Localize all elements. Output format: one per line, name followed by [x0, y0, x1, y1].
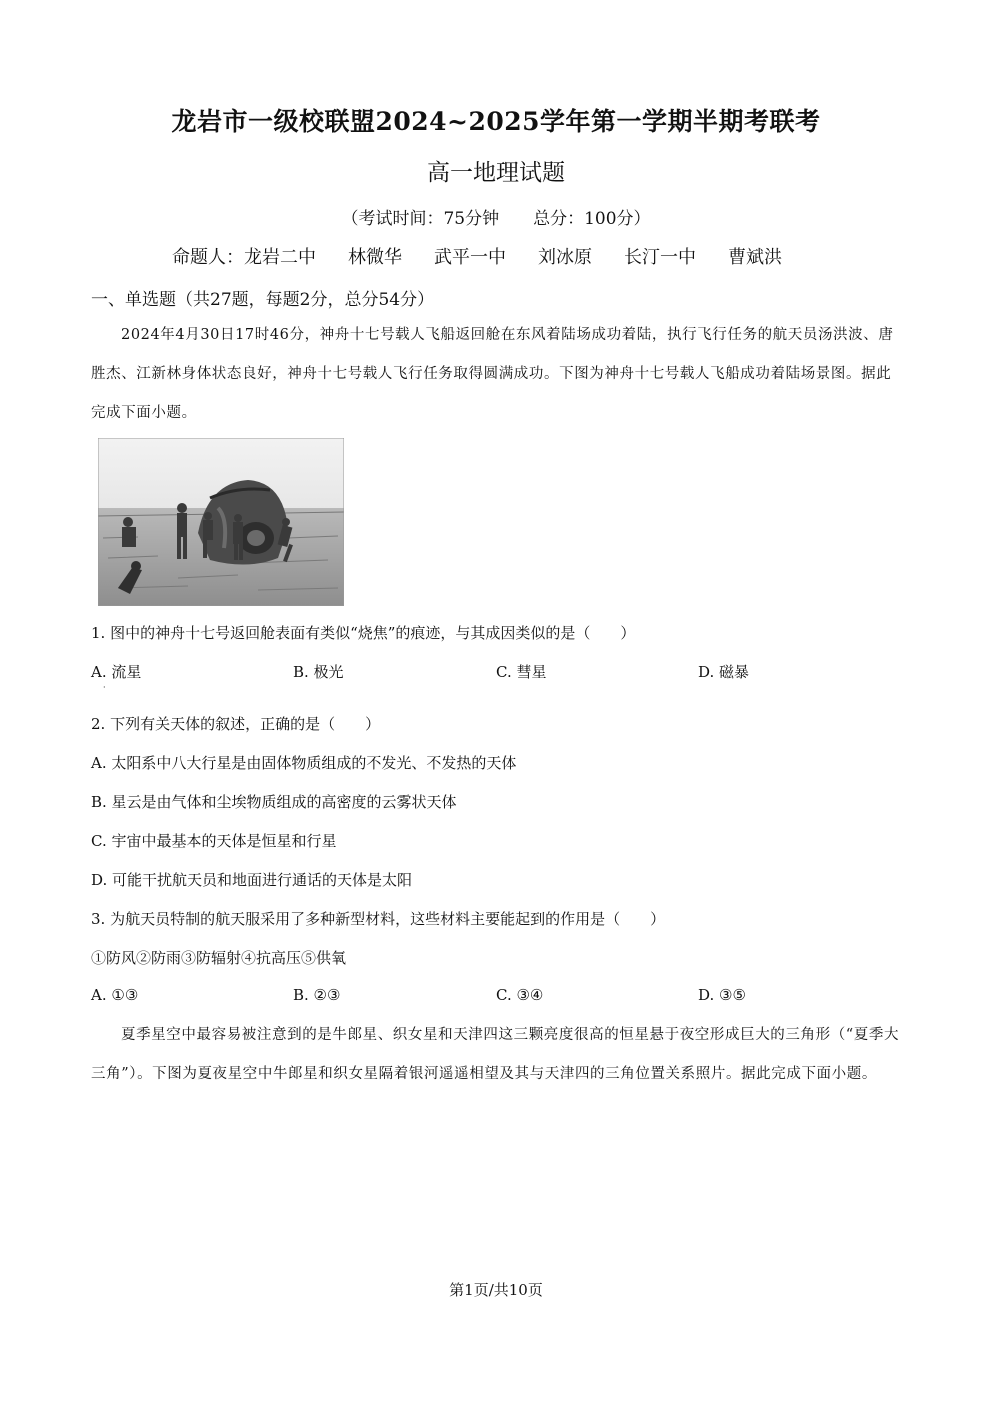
author-name: 刘冰原: [538, 247, 592, 268]
answer-option: A. 流星: [91, 663, 142, 681]
question-stem: 3. 为航天员特制的航天服采用了多种新型材料，这些材料主要能起到的作用是（ ）: [91, 910, 666, 928]
question-note: ①防风②防雨③防辐射④抗高压⑤供氧: [91, 949, 347, 967]
stray-dot: ·: [103, 683, 106, 692]
author-school: 武平一中: [434, 247, 506, 268]
answer-option: A. ①③: [91, 986, 139, 1004]
exam-subtitle: 高一地理试题: [427, 160, 565, 186]
author-name: 曹斌洪: [728, 247, 782, 268]
author-school: 长汀一中: [624, 247, 696, 268]
author-name: 林微华: [348, 247, 402, 268]
answer-option: B. 星云是由气体和尘埃物质组成的高密度的云雾状天体: [91, 793, 457, 811]
answer-option: B. ②③: [293, 986, 341, 1004]
answer-option: D. ③⑤: [698, 986, 746, 1004]
author-school: 龙岩二中: [244, 247, 316, 268]
answer-option: D. 可能干扰航天员和地面进行通话的天体是太阳: [91, 871, 413, 889]
passage-summer-triangle: 夏季星空中最容易被注意到的是牛郎星、织女星和天津四这三颗亮度很高的恒星悬于夜空形成巨大的三角形（“夏季大三角”）。下图为夏夜星空中牛郎星和织女星隔着银河遥遥相望及其与天津四的三角位置关系照片。据此完成下面小题。: [91, 1027, 900, 1082]
answer-option: C. 彗星: [496, 663, 547, 681]
exam-info: （考试时间：75分钟 总分：100分）: [341, 209, 651, 229]
page-number: 第1页/共10页: [449, 1281, 543, 1299]
authors-label: 命题人：: [172, 247, 244, 268]
question-stem: 1. 图中的神舟十七号返回舱表面有类似“烧焦”的痕迹，与其成因类似的是（ ）: [91, 624, 636, 642]
answer-option: B. 极光: [293, 663, 344, 681]
answer-option: C. ③④: [496, 986, 544, 1004]
answer-option: C. 宇宙中最基本的天体是恒星和行星: [91, 832, 337, 850]
landing-photo: [98, 438, 344, 606]
answer-option: D. 磁暴: [698, 663, 750, 681]
question-stem: 2. 下列有关天体的叙述，正确的是（ ）: [91, 715, 381, 733]
passage-shenzhou: 2024年4月30日17时46分，神舟十七号载人飞船返回舱在东风着陆场成功着陆，执行飞行任务的航天员汤洪波、唐胜杰、江新林身体状态良好，神舟十七号载人飞行任务取得圆满成功。下图为神舟十七号载人飞船成功着陆场景图。据此完成下面小题。: [91, 327, 894, 421]
authors-line: [172, 243, 814, 269]
section-title: 一、单选题（共27题，每题2分，总分54分）: [91, 290, 435, 310]
answer-option: A. 太阳系中八大行星是由固体物质组成的不发光、不发热的天体: [91, 754, 517, 772]
exam-title: 龙岩市一级校联盟2024~2025学年第一学期半期考联考: [171, 107, 821, 136]
